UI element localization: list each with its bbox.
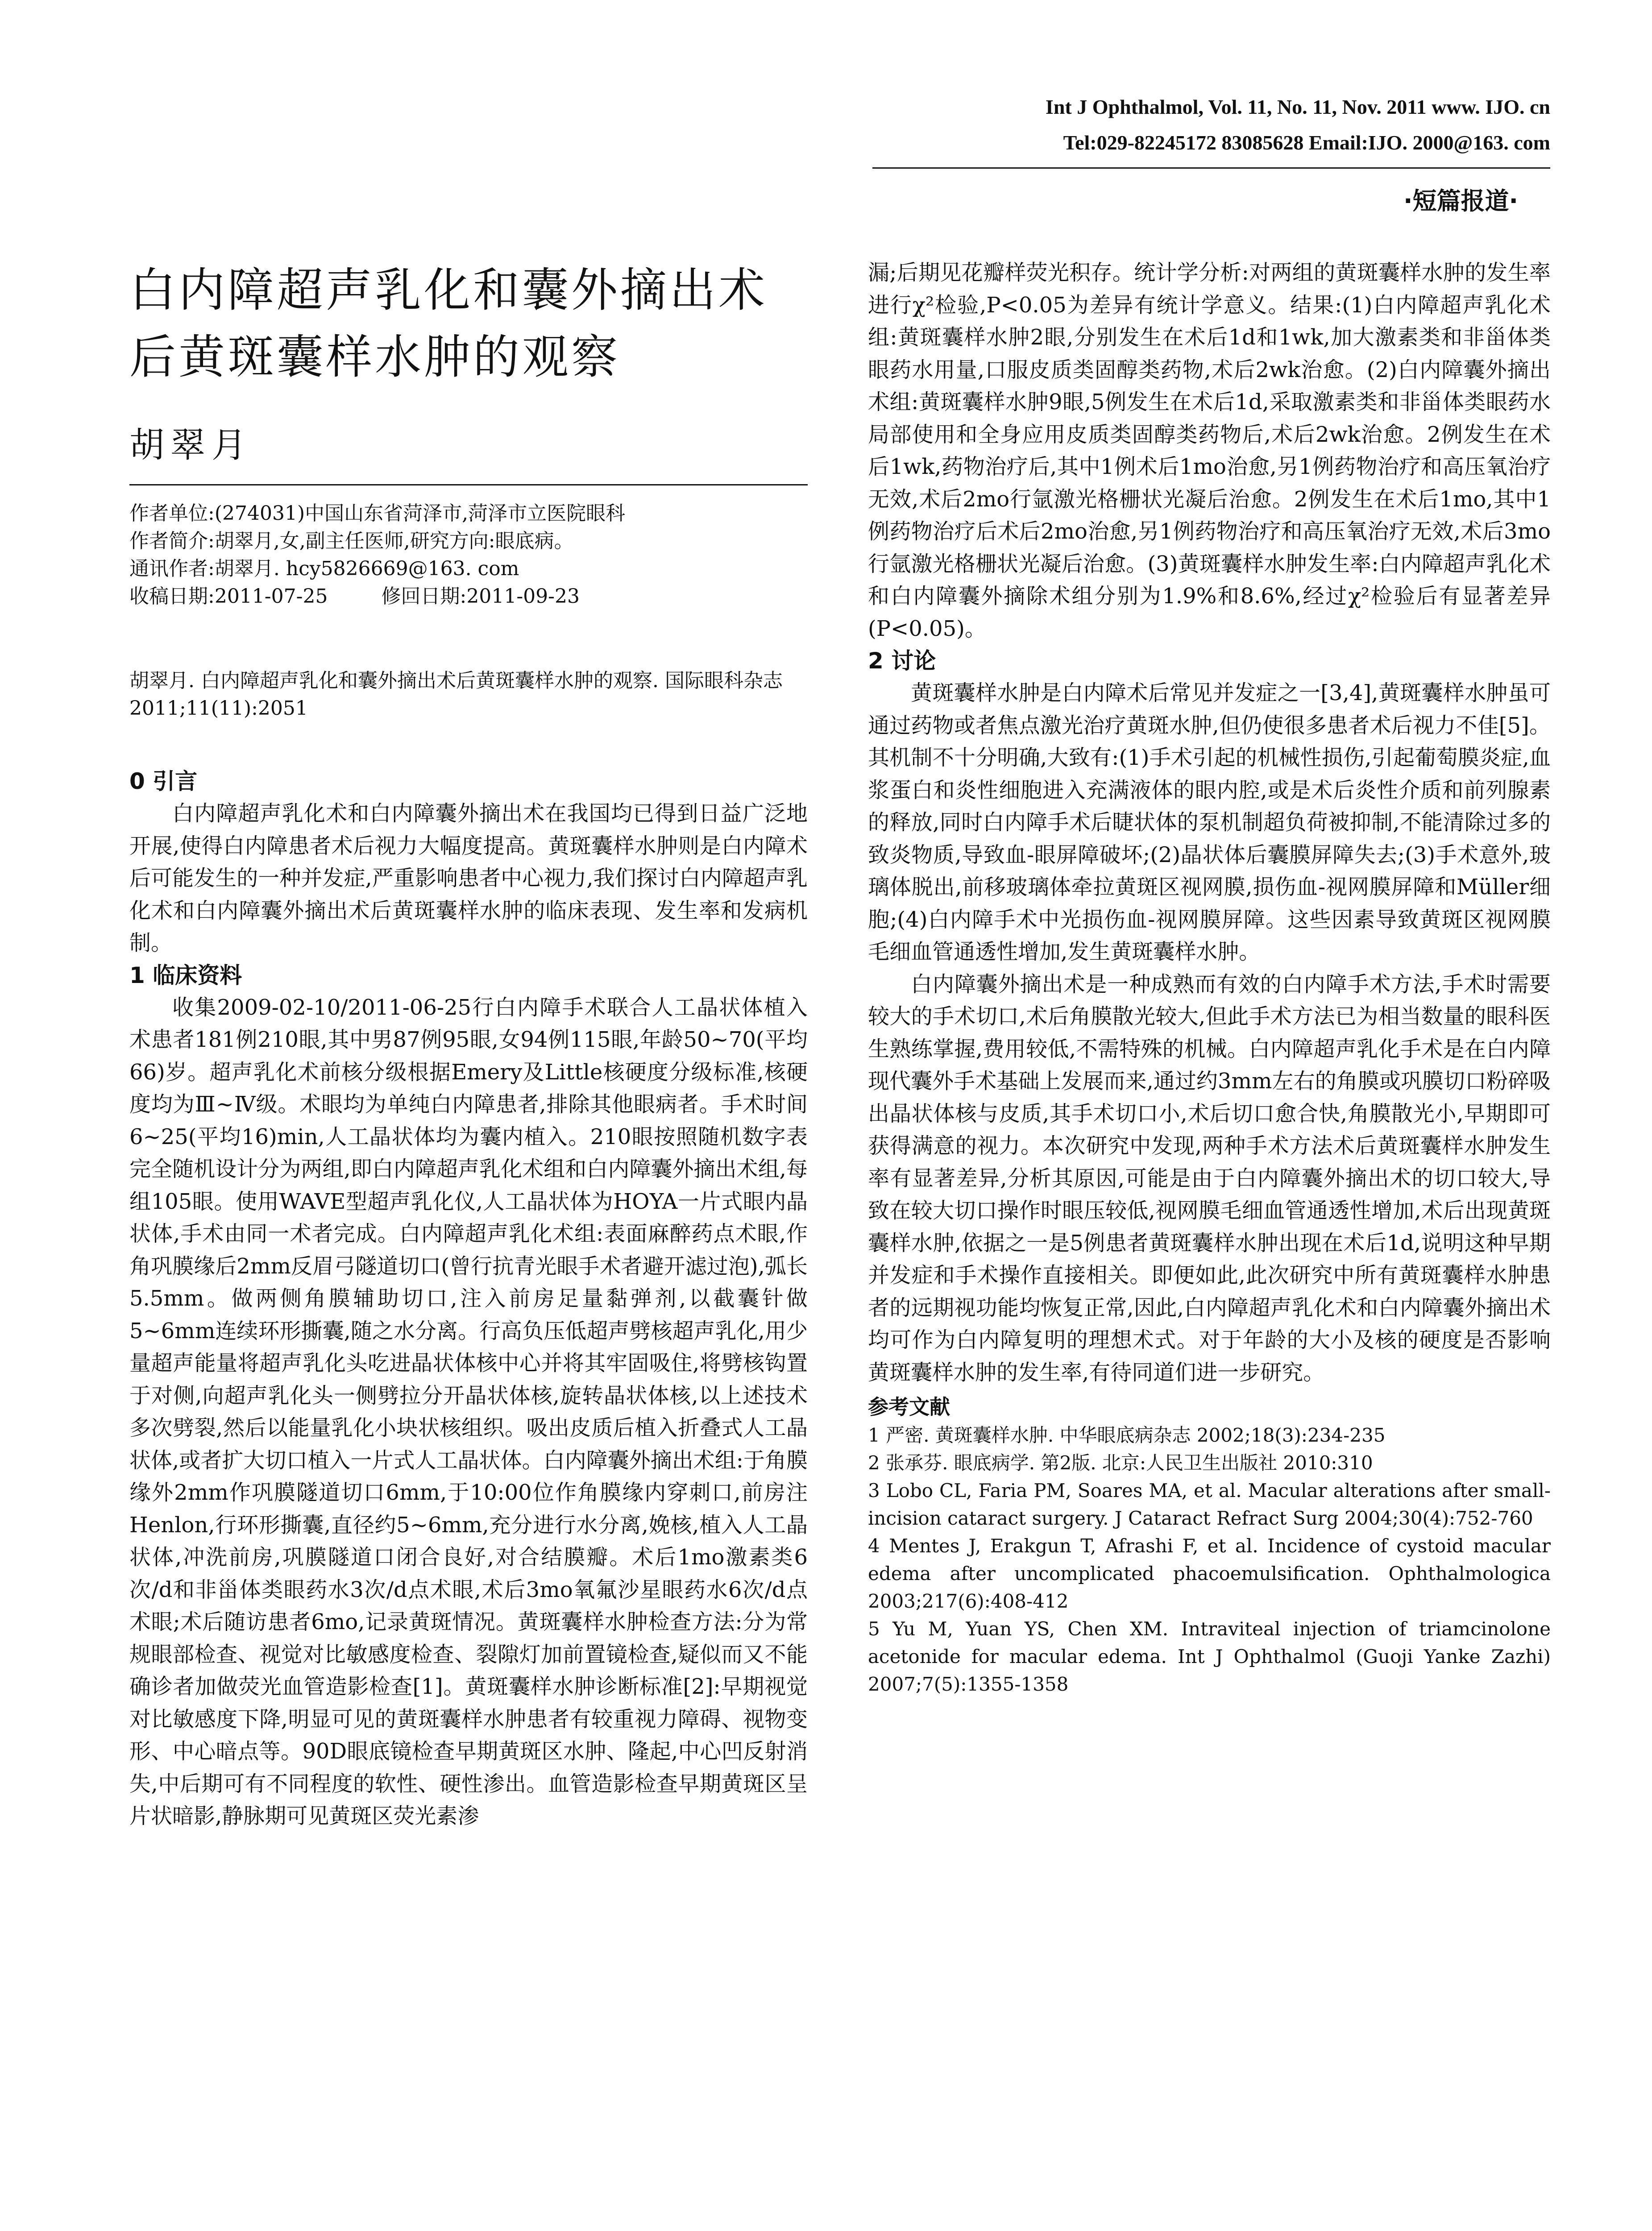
- author-bio: 作者简介:胡翠月,女,副主任医师,研究方向:眼底病。: [129, 530, 574, 552]
- reference-item: 4 Mentes J, Erakgun T, Afrashi F, et al. Incidence of cystoid macular edema after uncomplicated phacoemulsification. Ophthalmologica 2003;217(6):408-412: [868, 1535, 1551, 1612]
- affiliation: 作者单位:(274031)中国山东省菏泽市,菏泽市立医院眼科: [129, 502, 626, 525]
- reference-item: 5 Yu M, Yuan YS, Chen XM. Intraviteal injection of triamcinolone acetonide for macular edema. Int J Ophthalmol (Guoji Yanke Zazhi) 2007;7(5):1355-1358: [868, 1618, 1551, 1695]
- discussion-para2: 白内障囊外摘出术是一种成熟而有效的白内障手术方法,手术时需要较大的手术切口,术后角膜散光较大,但此手术方法已为相当数量的眼科医生熟练掌握,费用较低,不需特殊的机械。白内障超声乳化手术是在白内障现代囊外手术基础上发展而来,通过约3mm左右的角膜或巩膜切口粉碎吸出晶状体核与皮质,其手术切口小,术后切口愈合快,角膜散光小,早期即可获得满意的视力。本次研究中发现,两种手术方法术后黄斑囊样水肿发生率有显著差异,分析其原因,可能是由于白内障囊外摘出术的切口较大,导致在较大切口操作时眼压较低,视网膜毛细血管通透性增加,术后出现黄斑囊样水肿,依据之一是5例患者黄斑囊样水肿出现在术后1d,说明这种早期并发症和手术操作直接相关。即便如此,此次研究中所有黄斑囊样水肿患者的远期视功能均恢复正常,因此,白内障超声乳化术和白内障囊外摘出术均可作为白内障复明的理想术式。对于年龄的大小及核的硬度是否影响黄斑囊样水肿的发生率,有待同道们进一步研究。: [868, 971, 1551, 1385]
- author-info: [129, 500, 808, 610]
- reference-item: 2 张承芬. 眼底病学. 第2版. 北京:人民卫生出版社 2010:310: [868, 1452, 1373, 1474]
- article-title: 白内障超声乳化和囊外摘出术后黄斑囊样水肿的观察: [129, 263, 768, 384]
- discussion-heading: 2 讨论: [868, 648, 936, 674]
- header-rule: [872, 167, 1550, 169]
- right-column: [868, 257, 1551, 1698]
- citation: 胡翠月. 白内障超声乳化和囊外摘出术后黄斑囊样水肿的观察. 国际眼科杂志 2011;11(11):2051: [129, 669, 783, 720]
- section-tag: ·短篇报道·: [1403, 187, 1518, 215]
- article-author: 胡翠月: [129, 425, 253, 465]
- journal-header-line2: Tel:029-82245172 83085628 Email:IJO. 2000@163. com: [1063, 131, 1550, 154]
- clinical-text: 收集2009-02-10/2011-06-25行白内障手术联合人工晶状体植入术患者181例210眼,其中男87例95眼,女94例115眼,年龄50~70(平均66)岁。超声乳化术前核分级根据Emery及Little核硬度分级标准,核硬度均为Ⅲ~Ⅳ级。术眼均为单纯白内障患者,排除其他眼病者。手术时间6~25(平均16)min,人工晶状体均为囊内植入。210眼按照随机数字表完全随机设计分为两组,即白内障超声乳化术组和白内障囊外摘出术组,每组105眼。使用WAVE型超声乳化仪,人工晶状体为HOYA一片式眼内晶状体,手术由同一术者完成。白内障超声乳化术组:表面麻醉药点术眼,作角巩膜缘后2mm反眉弓隧道切口(曾行抗青光眼手术者避开滤过泡),弧长5.5mm。做两侧角膜辅助切口,注入前房足量黏弹剂,以截囊针做5~6mm连续环形撕囊,随之水分离。行高负压低超声劈核超声乳化,用少量超声能量将超声乳化头吃进晶状体核中心并将其牢固吸住,将劈核钩置于对侧,向超声乳化头一侧劈拉分开晶状体核,旋转晶状体核,以上述技术多次劈裂,然后以能量乳化小块状核组织。吸出皮质后植入折叠式人工晶状体,或者扩大切口植入一片式人工晶状体。白内障囊外摘出术组:于角膜缘外2mm作巩膜隧道切口6mm,于10:00位作角膜缘内穿刺口,前房注Henlon,行环形撕囊,直径约5~6mm,充分进行水分离,娩核,植入人工晶状体,冲洗前房,巩膜隧道口闭合良好,对合结膜瓣。术后1mo激素类6次/d和非甾体类眼药水3次/d点术眼,术后3mo氧氟沙星眼药水6次/d点术眼;术后随访患者6mo,记录黄斑情况。黄斑囊样水肿检查方法:分为常规眼部检查、视觉对比敏感度检查、裂隙灯加前置镜检查,疑似而又不能确诊者加做荧光血管造影检查[1]。黄斑囊样水肿诊断标准[2]:早期视觉对比敏感度下降,明显可见的黄斑囊样水肿患者有较重视力障碍、视物变形、中心暗点等。90D眼底镜检查早期黄斑区水肿、隆起,中心凹反射消失,中后期可有不同程度的软性、硬性渗出。血管造影检查早期黄斑区呈片状暗影,静脉期可见黄斑区荧光素渗: [129, 995, 808, 1829]
- discussion-para1: 黄斑囊样水肿是白内障术后常见并发症之一[3,4],黄斑囊样水肿虽可通过药物或者焦点激光治疗黄斑水肿,但仍使很多患者术后视力不佳[5]。其机制不十分明确,大致有:(1)手术引起的机械性损伤,引起葡萄膜炎症,血浆蛋白和炎性细胞进入充满液体的眼内腔,或是术后炎性介质和前列腺素的释放,同时白内障手术后睫状体的泵机制超负荷被抑制,不能清除过多的致炎物质,导致血-眼屏障破坏;(2)晶状体后囊膜屏障失去;(3)手术意外,玻璃体脱出,前移玻璃体牵拉黄斑区视网膜,损伤血-视网膜屏障和Müller细胞;(4)白内障手术中光损伤血-视网膜屏障。这些因素导致黄斑区视网膜毛细血管通透性增加,发生黄斑囊样水肿。: [868, 680, 1551, 964]
- dates: [129, 583, 808, 610]
- left-column: [129, 765, 808, 1833]
- intro-text: 白内障超声乳化术和白内障囊外摘出术在我国均已得到日益广泛地开展,使得白内障患者术后视力大幅度提高。黄斑囊样水肿则是白内障术后可能发生的一种并发症,严重影响患者中心视力,我们探讨白内障超声乳化术和白内障囊外摘出术后黄斑囊样水肿的临床表现、发生率和发病机制。: [129, 801, 808, 955]
- journal-header: [792, 89, 1550, 161]
- journal-header-line1: Int J Ophthalmol, Vol. 11, No. 11, Nov. 2011 www. IJO. cn: [1045, 95, 1550, 118]
- clinical-heading: 1 临床资料: [129, 962, 242, 988]
- correspondence: 通讯作者:胡翠月. hcy5826669@163. com: [129, 557, 519, 580]
- intro-heading: 0 引言: [129, 768, 198, 794]
- results-text: 漏;后期见花瓣样荧光积存。统计学分析:对两组的黄斑囊样水肿的发生率进行χ²检验,P<0.05为差异有统计学意义。结果:(1)白内障超声乳化术组:黄斑囊样水肿2眼,分别发生在术后1d和1wk,加大激素类和非甾体类眼药水用量,口服皮质类固醇类药物,术后2wk治愈。(2)白内障囊外摘出术组:黄斑囊样水肿9眼,5例发生在术后1d,采取激素类和非甾体类眼药水局部使用和全身应用皮质类固醇类药物后,术后2wk治愈。2例发生在术后1wk,药物治疗后,其中1例术后1mo治愈,另1例药物治疗和高压氧治疗无效,术后2mo行氩激光格栅状光凝后治愈。2例发生在术后1mo,其中1例药物治疗后术后2mo治愈,另1例药物治疗和高压氧治疗无效,术后3mo行氩激光格栅状光凝后治愈。(3)黄斑囊样水肿发生率:白内障超声乳化术和白内障囊外摘除术组分别为1.9%和8.6%,经过χ²检验后有显著差异(P<0.05)。: [868, 260, 1551, 641]
- info-rule: [129, 484, 808, 485]
- reference-item: 1 严密. 黄斑囊样水肿. 中华眼底病杂志 2002;18(3):234-235: [868, 1424, 1386, 1446]
- revised-date: 修回日期:2011-09-23: [381, 585, 580, 608]
- references-heading: 参考文献: [868, 1395, 950, 1419]
- received-date: 收稿日期:2011-07-25: [129, 585, 328, 608]
- reference-item: 3 Lobo CL, Faria PM, Soares MA, et al. Macular alterations after small-incision cataract surgery. J Cataract Refract Surg 2004;30(4):752-760: [868, 1480, 1551, 1529]
